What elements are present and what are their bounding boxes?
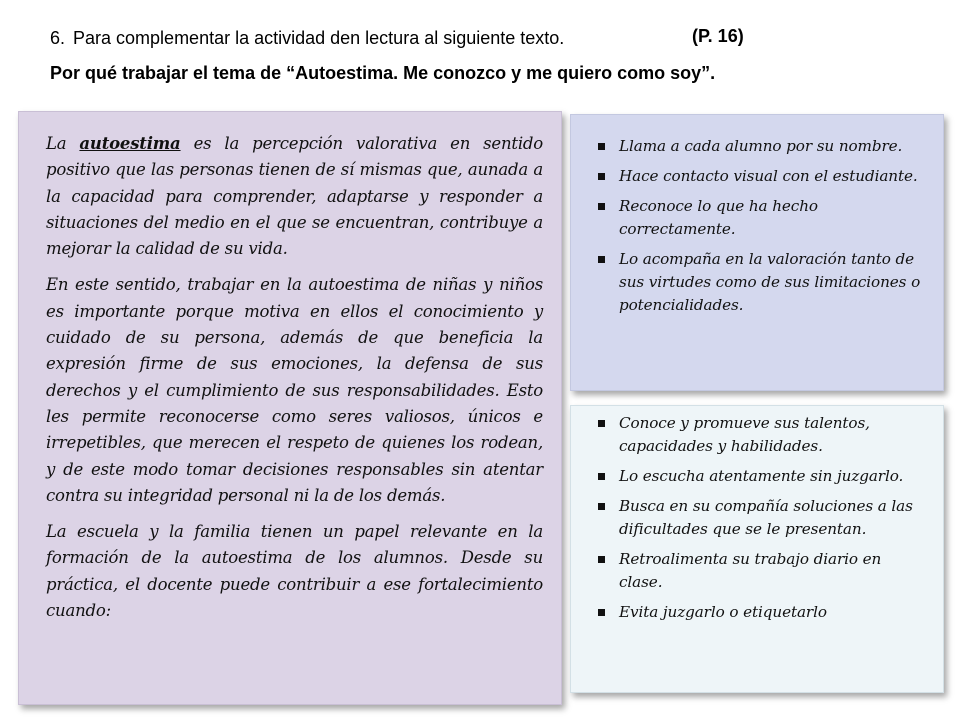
list-item [595, 165, 929, 188]
paragraph-importance: En este sentido, trabajar en la autoestima de niñas y niños es importante porque motiva en ellos el conocimiento y cuidado de su persona, además de que beneficia la expresión firme de sus emociones, la defensa de sus derechos y el cumplimiento de sus responsabilidades. Esto les permite reconocerse como seres valiosos, únicos e irrepetibles, que merecen el respeto de quienes los rodean, y de este modo tomar decisiones responsables sin atentar contra su integridad personal ni la de los demás. [46, 275, 543, 505]
list-item-text: Busca en su compañía soluciones a las dificultades que se le presentan. [619, 497, 913, 538]
list-item-text: Conoce y promueve sus talentos, capacidades y habilidades. [619, 414, 870, 455]
definition-panel [18, 111, 562, 705]
paragraph-role: La escuela y la familia tienen un papel relevante en la formación de la autoestima de los alumnos. Desde su práctica, el docente puede contribuir a ese fortalecimiento cuando: [46, 522, 543, 621]
list-item [595, 465, 929, 488]
bullet-list-1 [595, 135, 929, 317]
item-number: 6. [50, 28, 66, 48]
list-item-text: Retroalimenta su trabajo diario en clase. [619, 550, 882, 591]
p1-prefix: La [46, 134, 80, 153]
list-item-text: Llama a cada alumno por su nombre. [619, 137, 903, 155]
list-item-text: Hace contacto visual con el estudiante. [619, 167, 918, 185]
list-item [595, 601, 929, 624]
list-item-text: Lo escucha atentamente sin juzgarlo. [619, 467, 904, 485]
paragraph-definition [46, 131, 543, 262]
square-bullet-icon [598, 143, 605, 150]
square-bullet-icon [598, 473, 605, 480]
p1-rest: es la percepción valorativa en sentido positivo que las personas tienen de sí mismas que, aunada a la capacidad para comprender, adaptarse y responder a situaciones del medio en el que se encuentran, contribuye a mejorar la calidad de su vida. [46, 134, 543, 259]
list-item-text: Lo acompaña en la valoración tanto de sus virtudes como de sus limitaciones o potencialidades. [619, 250, 921, 314]
list-item [595, 248, 929, 317]
list-item [595, 412, 929, 458]
term-autoestima: autoestima [79, 134, 181, 153]
square-bullet-icon [598, 609, 605, 616]
list-item [595, 495, 929, 541]
instruction-text: Para complementar la actividad den lectura al siguiente texto. [73, 28, 565, 48]
teacher-actions-panel-2 [570, 405, 944, 693]
instruction-line [50, 28, 564, 49]
square-bullet-icon [598, 256, 605, 263]
list-item-text: Reconoce lo que ha hecho correctamente. [619, 197, 818, 238]
square-bullet-icon [598, 420, 605, 427]
page-reference: (P. 16) [692, 26, 744, 46]
square-bullet-icon [598, 173, 605, 180]
section-subtitle: Por qué trabajar el tema de “Autoestima. Me conozco y me quiero como soy”. [50, 63, 716, 83]
list-item-text: Evita juzgarlo o etiquetarlo [619, 603, 827, 621]
square-bullet-icon [598, 203, 605, 210]
teacher-actions-panel-1 [570, 114, 944, 391]
square-bullet-icon [598, 556, 605, 563]
bullet-list-2 [595, 412, 929, 624]
square-bullet-icon [598, 503, 605, 510]
list-item [595, 135, 929, 158]
list-item [595, 548, 929, 594]
list-item [595, 195, 929, 241]
